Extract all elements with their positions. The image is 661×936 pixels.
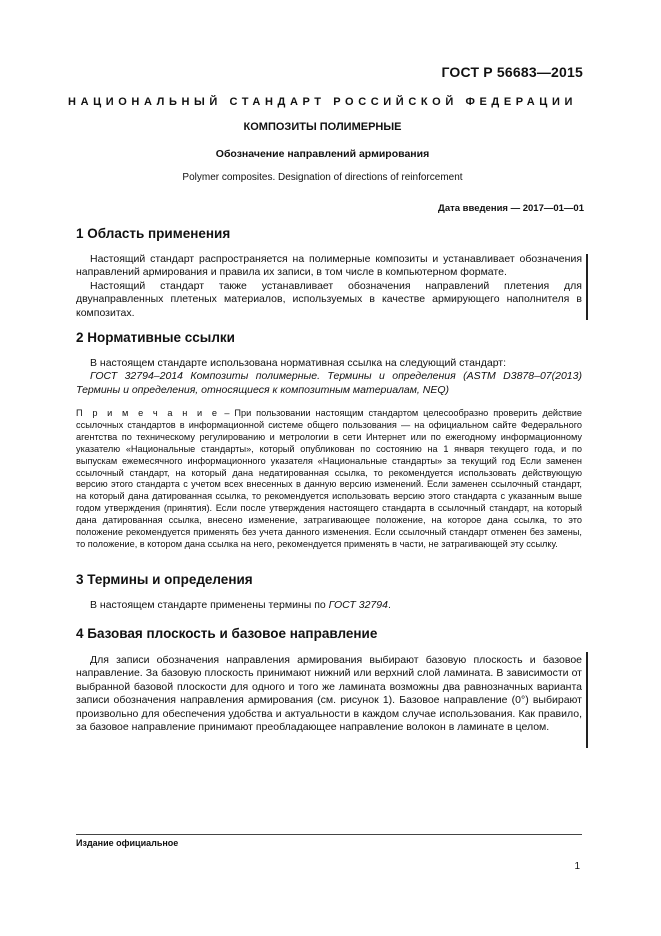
- section-3-gost-link: ГОСТ 32794: [328, 599, 388, 611]
- section-1-paragraph-1: Настоящий стандарт распространяется на полимерные композиты и устанавливает обозначения направлений армирования и правила их записи, в том числе в компьютерном формате.: [76, 253, 582, 279]
- section-2-intro: В настоящем стандарте использована нормативная ссылка на следующий стандарт:: [90, 357, 507, 369]
- section-3-heading: 3 Термины и определения: [76, 572, 253, 587]
- footer-rule: [76, 834, 582, 835]
- section-2-body: [76, 357, 582, 397]
- section-2-reference: ГОСТ 32794–2014 Композиты полимерные. Термины и определения (ASTM D3878–07(2013) Термины и определения, относящиеся к композитным материалам, NEQ): [76, 370, 582, 396]
- section-1-body: [76, 253, 582, 320]
- standard-title-english: Polymer composites. Designation of directions of reinforcement: [182, 172, 463, 183]
- section-1-paragraph-2: Настоящий стандарт также устанавливает обозначения направлений плетения для двунаправленных плетеных материалов, используемых в качестве армирующего наполнителя в композитах.: [76, 279, 582, 319]
- section-3-text: В настоящем стандарте применены термины по: [90, 599, 329, 611]
- section-3-body: [76, 599, 582, 612]
- change-bar: [586, 652, 588, 748]
- section-3-text-end: .: [387, 599, 391, 611]
- national-standard-heading: НАЦИОНАЛЬНЫЙ СТАНДАРТ РОССИЙСКОЙ ФЕДЕРАЦИИ: [68, 96, 577, 108]
- standard-title: КОМПОЗИТЫ ПОЛИМЕРНЫЕ: [243, 121, 402, 133]
- note-label: П р и м е ч а н и е: [76, 408, 220, 418]
- gost-code: ГОСТ Р 56683—2015: [441, 64, 583, 80]
- section-4-heading: 4 Базовая плоскость и базовое направление: [76, 626, 378, 641]
- section-1-heading: 1 Область применения: [76, 226, 231, 241]
- change-bar: [586, 254, 588, 320]
- official-edition-label: Издание официальное: [76, 838, 179, 848]
- introduction-date: Дата введения — 2017—01—01: [438, 203, 584, 214]
- section-2-heading: 2 Нормативные ссылки: [76, 330, 235, 345]
- standard-subtitle: Обозначение направлений армирования: [215, 148, 430, 160]
- section-4-body: [76, 654, 582, 734]
- section-4-paragraph-1: Для записи обозначения направления армирования выбирают базовую плоскость и базовое направление. За базовую плоскость принимают нижний или верхний слой ламината. В зависимости от выбранной базовой плоскости для одного и того же ламината возможны два равнозначных варианта записи обозначения направления армирования (см. рисунок 1). Базовое направление (0°) выбирают произвольно для обеспечения удобства и актуальности в каждом случае использования. Как правило, за базовое направление принимают преобладающее направление волокон в ламинате в целом.: [76, 654, 582, 734]
- note-text: – При пользовании настоящим стандартом целесообразно проверить действие ссылочных стандартов в информационной системе общего пользования — на официальном сайте Федерального агентства по техническому регулированию и метрологии в сети Интернет или по ежегодному информационному указателю «Национальные стандарты», который опубликован по состоянию на 1 января текущего года, и по выпускам ежемесячного информационного указателя «Национальные стандарты» за текущий год Если заменен ссылочный стандарт, на который дана недатированная ссылка, то рекомендуется использовать действующую версию этого стандарта с учетом всех внесенных в данную версию изменений. Если заменен ссылочный стандарт, на который дана датированная ссылка, то рекомендуется использовать версию этого стандарта с указанным выше годом утверждения (принятия). Если после утверждения настоящего стандарта в ссылочный стандарт, на который дана датированная ссылка, внесено изменение, затрагивающее положение, на которое дана ссылка, то это положение рекомендуется применять без учета данного изменения. Если ссылочный стандарт отменен без замены, то положение, в котором дана ссылка на него, рекомендуется применять в части, не затрагивающей эту ссылку.: [76, 408, 582, 549]
- section-2-note: [76, 408, 582, 551]
- page-number: 1: [574, 861, 580, 872]
